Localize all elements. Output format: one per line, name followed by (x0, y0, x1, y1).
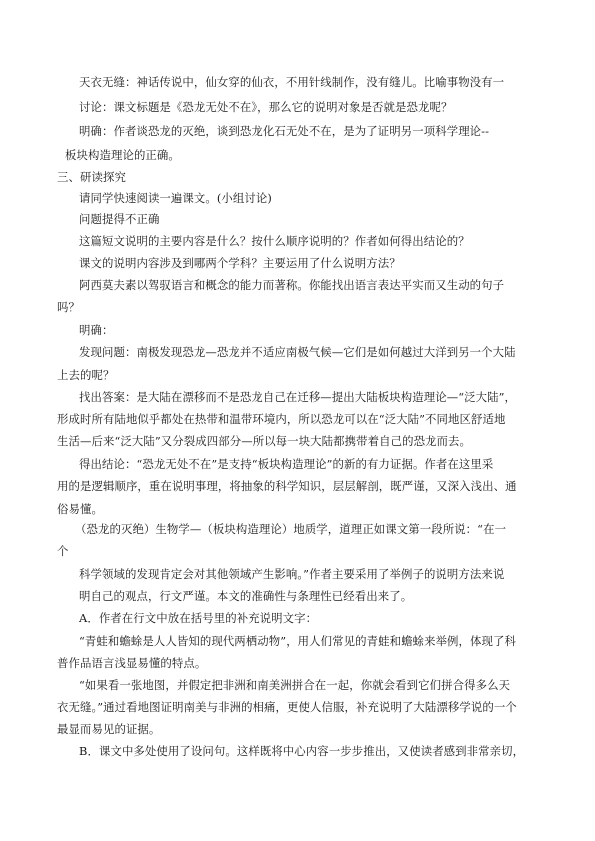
text-line: 形成时所有陆地似乎都处在热带和温带环境内，所以恐龙可以在“泛大陆”不同地区舒适地 (57, 412, 506, 426)
text-line: 最显而易见的证据。 (57, 722, 161, 736)
section-heading: 三、研读探究 (57, 170, 126, 184)
text-line: 板块构造理论的正确。 (65, 148, 180, 162)
text-line: 普作品语言浅显易懂的特点。 (57, 656, 207, 670)
text-line: 天衣无缝：神话传说中，仙女穿的仙衣，不用针线制作，没有缝儿。比喻事物没有一 (79, 75, 505, 89)
text-line: 生活—后来“泛大陆”又分裂成四部分—所以每一块大陆都携带着自己的恐龙而去。 (57, 434, 472, 448)
text-line: （恐龙的灭绝）生物学—（板块构造理论）地质学，道理正如课文第一段所说：“在一 (75, 522, 507, 536)
text-line: 个 (57, 544, 69, 558)
text-line: 科学领域的发现肯定会对其他领域产生影响。”作者主要采用了举例子的说明方法来说 (79, 567, 505, 581)
text-line: 衣无缝。”通过看地图证明南美与非洲的相痛，更使人信服，补充说明了大陆漂移学说的一个 (57, 700, 517, 714)
text-line: 这篇短文说明的主要内容是什么？按什么顺序说明的？作者如何得出结论的？ (79, 234, 470, 248)
text-line: “如果看一张地图，并假定把非洲和南美洲拼合在一起，你就会看到它们拼合得多么天 (79, 678, 511, 692)
text-line: 发现问题：南极发现恐龙—恐龙并不适应南极气候—它们是如何越过大洋到另一个大陆 (79, 345, 516, 359)
list-item-a: A．作者在行文中放在括号里的补充说明文字： (79, 611, 318, 625)
text-line: 明确： (79, 323, 114, 337)
text-line: 得出结论：“恐龙无处不在”是支持“板块构造理论”的新的有力证据。作者在这里采 (79, 457, 494, 471)
text-line: 请同学快速阅读一遍课文。(小组讨论) (79, 191, 272, 205)
text-line: 找出答案：是大陆在漂移而不是恐龙自己在迁移—提出大陆板块构造理论—“泛大陆”， (79, 390, 517, 404)
text-line: 阿西莫夫素以驾驭语言和概念的能力而著称。你能找出语言表达平实而又生动的句子 (79, 278, 505, 292)
text-line: “青蛙和蟾蜍是人人皆知的现代两栖动物”，用人们常见的青蛙和蟾蜍来举例，体现了科 (79, 634, 517, 648)
text-line: 课文的说明内容涉及到哪两个学科？主要运用了什么说明方法？ (79, 256, 401, 270)
text-line: 明确：作者谈恐龙的灭绝，谈到恐龙化石无处不在，是为了证明另一项科学理论-- (79, 124, 490, 138)
text-line: 吗？ (57, 300, 80, 314)
text-line: 讨论：课文标题是《恐龙无处不在》，那么它的说明对象是否就是恐龙呢？ (79, 100, 453, 114)
text-line: 上去的呢？ (57, 368, 115, 382)
text-line: 问题提得不正确 (79, 212, 160, 226)
text-line: 明自己的观点，行文严谨。本文的准确性与条理性已经看出来了。 (79, 589, 413, 603)
text-line: 俗易懂。 (57, 502, 103, 516)
text-line: 用的是逻辑顺序，重在说明事理，将抽象的科学知识，层层解剖，既严谨，又深入浅出、通 (57, 479, 517, 493)
list-item-b: B．课文中多处使用了设问句。这样既将中心内容一步步推出，又使读者感到非常亲切， (79, 744, 525, 758)
